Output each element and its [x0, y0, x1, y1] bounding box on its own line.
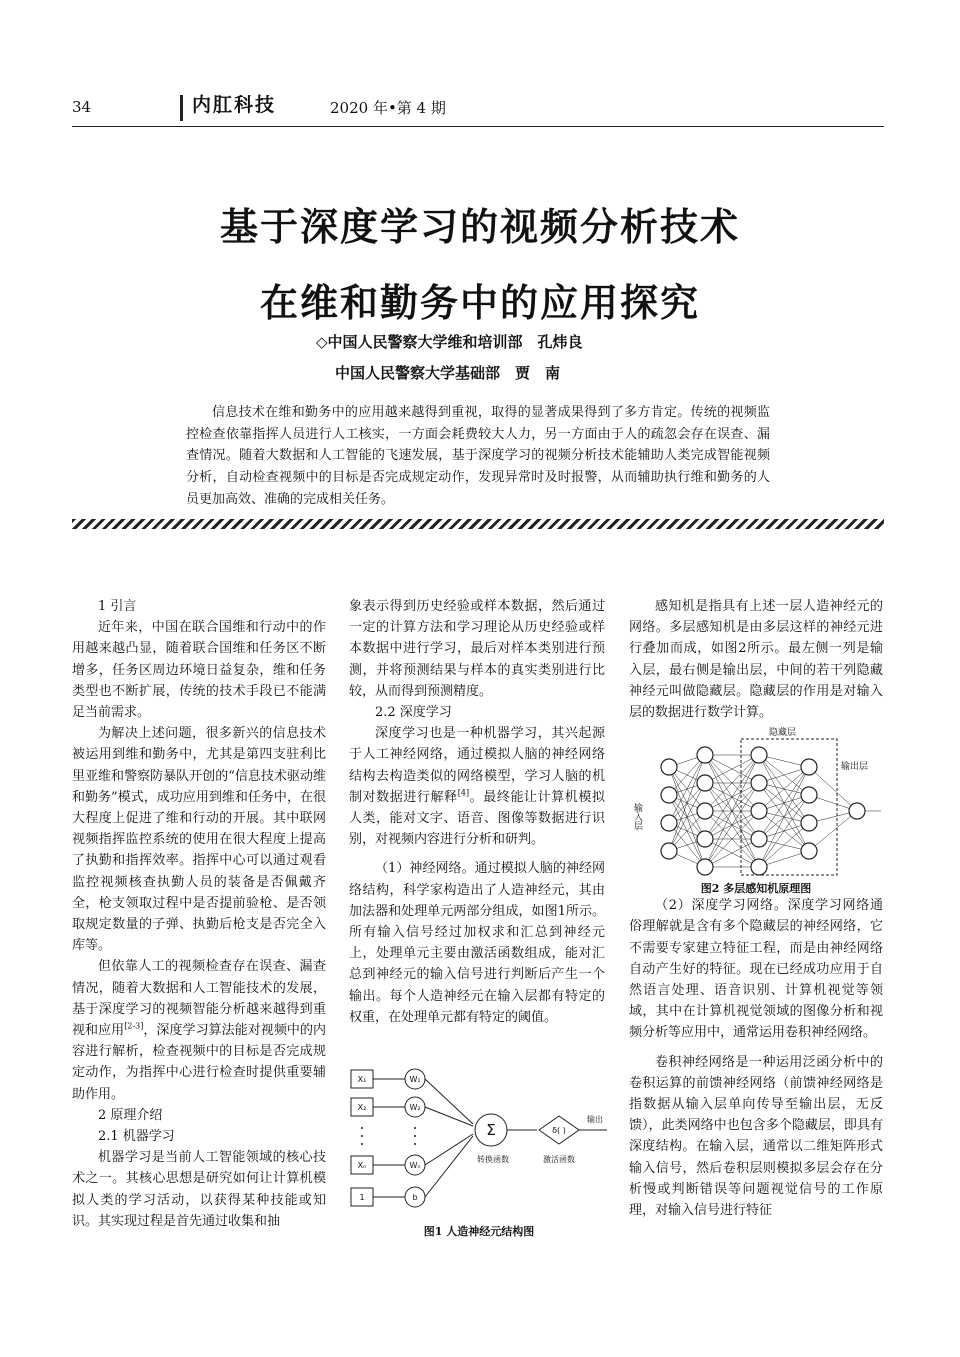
sum-symbol: Σ [486, 1121, 496, 1139]
figure-1-caption: 图1 人造神经元结构图 [423, 1225, 535, 1238]
output-layer-label: 输出层 [841, 762, 869, 772]
neuron-node [751, 775, 767, 791]
paragraph: 为解决上述问题，很多新兴的信息技术被运用到维和勤务中，尤其是第四支驻利比里亚维和警察防暴队开创的“信息技术驱动维和勤务”模式，成功应用到维和任务中，在很大程度上促进了维和行动的开展。其中联网视频指挥监控系统的使用在很大程度上提高了执勤和指挥效率。指挥中心可以通过观看监控视频核查执勤人员的装备是否佩戴齐全，枪支领取过程中是否提前验枪、是否领取规定数量的子弹、执勤后枪支是否完全入库等。 [72, 726, 326, 954]
activation-symbol: δ( ) [552, 1126, 566, 1135]
neuron-node [661, 759, 677, 775]
input-label: X₁ [357, 1075, 367, 1084]
column-1 [72, 596, 326, 1232]
neuron-node [801, 759, 817, 775]
figure-2-caption: 图2 多层感知机原理图 [700, 882, 812, 895]
weight-label: W₂ [409, 1103, 421, 1112]
heading-machine-learning: 2.1 机器学习 [98, 1129, 175, 1145]
neuron-node [697, 803, 713, 819]
paragraph [72, 956, 326, 1104]
paragraph: 机器学习是当前人工智能领域的核心技术之一。其核心思想是研究如何让计算机模拟人类的学习活动，以获得某种技能或知识。其实现过程是首先通过收集和抽 [72, 1150, 326, 1229]
citation: [2-3] [124, 1021, 144, 1031]
title-line-2: 在维和勤务中的应用探究 [259, 281, 700, 325]
citation: [4] [457, 788, 470, 798]
neuron-node [751, 747, 767, 763]
neuron-node [697, 859, 713, 875]
column-3 [629, 596, 883, 1221]
figure-1-neuron-diagram [345, 1064, 613, 1232]
output-label: 输出 [587, 1115, 603, 1124]
neuron-node [751, 803, 767, 819]
paragraph: 感知机是指具有上述一层人造神经元的网络。多层感知机是由多层这样的神经元进行叠加而成，如图2所示。最左侧一列是输入层，最右侧是输出层，中间的若干列隐藏神经元叫做隐藏层。隐藏层的作用是对输入层的数据进行数学计算。 [629, 599, 883, 721]
neuron-node [751, 831, 767, 847]
input-label: 1 [359, 1193, 365, 1202]
paragraph-text: 但依靠人工的视频检查存在误查、漏查情况，随着大数据和人工智能技术的发展，基于深度学习的视频智能分析越来越得到重视和应用 [72, 959, 326, 1039]
paragraph-text: ，深度学习算法能对视频中的内容进行解析，检查视频中的目标是否完成规定动作，为指挥中心进行检查时提供重要辅助作用。 [72, 1023, 326, 1102]
input-label: X₂ [357, 1103, 367, 1112]
input-label: Xₙ [357, 1161, 367, 1170]
paragraph: 象表示得到历史经验或样本数据，然后通过一定的计算方法和学习理论从历史经验或样本数据中进行学习，最后对样本类别进行预测，并将预测结果与样本的真实类别进行比较，从而得到预测精度。 [349, 599, 605, 699]
neuron-node [697, 775, 713, 791]
connection [759, 767, 809, 839]
running-header [72, 86, 884, 127]
weight-label: W₁ [409, 1075, 421, 1084]
connection [759, 795, 809, 867]
figure-2-mlp-diagram [629, 725, 883, 883]
neuron-node [661, 843, 677, 859]
neuron-node [661, 787, 677, 803]
neuron-node [751, 859, 767, 875]
weight-label: b [412, 1193, 418, 1202]
title-line-1: 基于深度学习的视频分析技术 [219, 205, 740, 249]
paragraph: （2）深度学习网络。深度学习网络通俗理解就是含有多个隐藏层的神经网络，它不需要专家建立特征工程，而是由神经网络自动产生好的特征。现在已经成功应用于自然语言处理、语音识别、计算机视觉等领域，其中在计算机视觉领域的图像分析和视频分析等应用中，通常运用卷积神经网络。 [629, 898, 883, 1041]
connection [809, 767, 857, 811]
heading-principles: 2 原理介绍 [98, 1107, 163, 1123]
author-line-2: 中国人民警察大学基础部 贾 南 [335, 364, 561, 382]
neuron-node [801, 843, 817, 859]
weight-label: Wₙ [409, 1161, 421, 1170]
neuron-node [697, 831, 713, 847]
neuron-node [849, 803, 865, 819]
paragraph-text: 。最终能让计算机模拟人类，能对文字、语音、图像等数据进行识别，对视频内容进行分析和研判。 [349, 789, 605, 848]
neuron-node [801, 815, 817, 831]
section-divider [72, 519, 884, 529]
neuron-node [661, 815, 677, 831]
paragraph: 近年来，中国在联合国维和行动中的作用越来越凸显，随着联合国维和任务区不断增多，任务区周边环境日益复杂，维和任务类型也不断扩展，传统的技术手段已不能满足当前需求。 [72, 620, 326, 721]
header-divider [180, 95, 183, 121]
column-2 [349, 596, 605, 1028]
neuron-node [801, 787, 817, 803]
input-layer-label: 输入层 [632, 803, 642, 830]
paragraph: （1）神经网络。通过模拟人脑的神经网络结构，科学家构造出了人造神经元，其由加法器和处理单元两部分组成，如图1所示。所有输入信号经过加权求和汇总到神经元上，处理单元主要由激活函数组成，能对汇总到神经元的输入信号进行判断后产生一个输出。每个人造神经元在输入层都有特定的权重，在处理单元都有特定的阈值。 [349, 861, 605, 1025]
neuron-node [697, 747, 713, 763]
abstract: 信息技术在维和勤务中的应用越来越得到重视，取得的显著成果得到了多方肯定。传统的视频监控检查依靠指挥人员进行人工核实，一方面会耗费较大人力，另一方面由于人的疏忽会存在误查、漏查情况。随着大数据和人工智能的飞速发展，基于深度学习的视频分析技术能辅助人类完成智能视频分析，自动检查视频中的目标是否完成规定动作，发现异常时及时报警，从而辅助执行维和勤务的人员更加高效、准确的完成相关任务。 [186, 405, 770, 507]
paragraph [349, 723, 605, 850]
author-line-1: ◇中国人民警察大学维和培训部 孔炜良 [316, 333, 583, 351]
heading-intro: 1 引言 [98, 599, 137, 614]
page-number: 34 [72, 98, 92, 116]
paragraph-text: 深度学习也是一种机器学习，其兴起源于人工神经网络，通过模拟人脑的神经网络结构去构造类似的网络模型，学习人脑的机制对数据进行解释 [349, 726, 605, 805]
hidden-layer-label: 隐藏层 [769, 728, 797, 738]
paragraph: 卷积神经网络是一种运用泛函分析中的卷积运算的前馈神经网络（前馈神经网络是指数据从输入层单向传导至输出层，无反馈），此类网络中也包含多个隐藏层，即具有深度结构。在输入层，通常以二维矩阵形式输入信号，然后卷积层则模拟多层会存在分析慢或判断错误等问题视觉信号的工作原理，对输入信号进行特征 [629, 1054, 883, 1219]
journal-logo: 内肛科技 [192, 94, 277, 116]
heading-deep-learning: 2.2 深度学习 [375, 705, 452, 721]
sum-function-label: 转换函数 [477, 1155, 509, 1164]
activation-function-label: 激活函数 [543, 1155, 575, 1164]
issue-label: 2020 年•第 4 期 [330, 99, 446, 117]
